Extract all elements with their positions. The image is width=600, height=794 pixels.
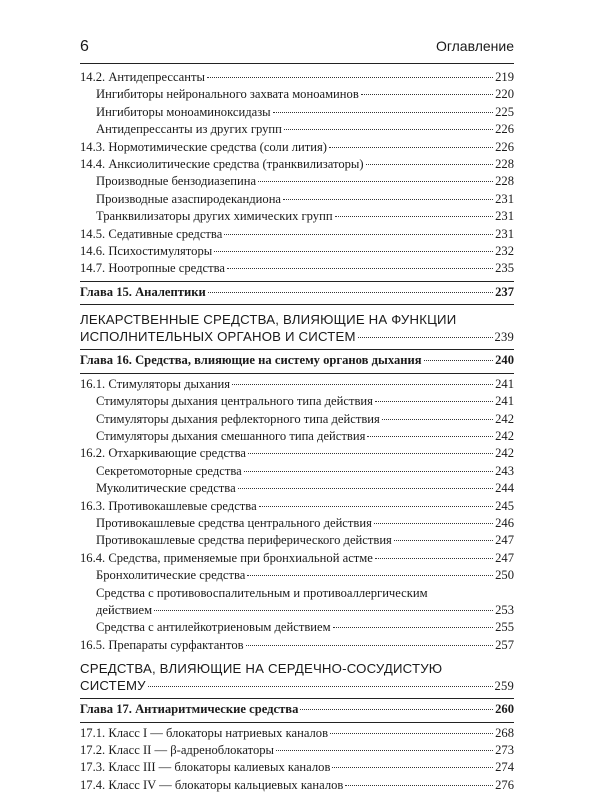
leader-dots [238,488,493,489]
toc-entry[interactable] [80,777,514,794]
toc-entry-page: 244 [495,481,514,496]
toc-entry-label: Стимуляторы дыхания рефлекторного типа действия [96,411,380,426]
toc-entry-label: 16.4. Средства, применяемые при бронхиальной астме [80,550,373,565]
toc-entry[interactable] [80,393,514,410]
toc-entry[interactable] [80,637,514,654]
toc-entry[interactable] [80,260,514,277]
toc-entry-label: Производные азаспиродекандиона [96,191,282,206]
toc-entry-page: 235 [495,261,514,276]
toc-entry-label: Ингибиторы моноаминоксидазы [96,104,271,119]
toc-entry-page: 245 [495,498,514,513]
leader-dots [284,129,493,130]
leader-dots [329,147,493,148]
toc-entry[interactable] [80,498,514,515]
toc-entry-label: 16.5. Препараты сурфактантов [80,637,244,652]
toc-entry-page: 247 [495,533,514,548]
divider [80,698,514,699]
toc-entry[interactable] [80,376,514,393]
divider [80,281,514,282]
toc-entry-page: 220 [495,87,514,102]
divider [80,304,514,305]
toc-entry-page: 241 [495,376,514,391]
running-title: Оглавление [435,38,514,54]
leader-dots [374,523,493,524]
toc-chapter-15[interactable]: Глава 15. Аналептики 237 [80,284,514,299]
divider [80,349,514,350]
toc-entry-label: Муколитические средства [96,481,236,496]
leader-dots [247,575,493,576]
leader-dots [283,199,493,200]
toc-entry-page: 242 [495,411,514,426]
toc-entry-page: 219 [495,70,514,84]
toc-entry[interactable] [80,156,514,173]
toc-entry-label: Противокашлевые средства периферического действия [96,533,392,548]
leader-dots [232,384,493,385]
divider [80,722,514,723]
toc-chapter-17[interactable]: Глава 17. Антиаритмические средства 260 [80,702,514,717]
toc-entry-page: 242 [495,446,514,461]
toc-entry[interactable] [80,480,514,497]
leader-dots [335,216,494,217]
toc-entry-label: 14.5. Седативные средства [80,226,223,241]
toc-entry-page: 257 [495,637,514,652]
toc-entry[interactable] [80,173,514,190]
leader-dots [258,181,493,182]
leader-dots [333,627,494,628]
toc-entry[interactable] [80,532,514,549]
toc-entry-page: 268 [495,725,514,740]
toc-section-16 [80,376,514,585]
page-number: 6 [80,38,89,55]
toc-part-executive-organs[interactable]: ЛЕКАРСТВЕННЫЕ СРЕДСТВА, ВЛИЯЮЩИЕ НА ФУНКЦИИ ИСПОЛНИТЕЛЬНЫХ ОРГАНОВ И СИСТЕМ 239 [80,312,514,345]
toc-entry-label: 14.6. Психостимуляторы [80,244,213,259]
toc-entry[interactable] [80,411,514,428]
toc-entry-label: 16.1. Стимуляторы дыхания [80,376,231,391]
leader-dots [276,750,493,751]
leader-dots [345,785,493,786]
toc-entry[interactable] [80,742,514,759]
leader-dots [214,251,493,252]
toc-entry-page: 273 [495,743,514,757]
toc-entry-label: 14.2. Антидепрессанты [80,70,205,84]
header-rule [80,63,514,64]
toc-entry-page: 276 [495,777,514,792]
toc-section-16-cont [80,619,514,654]
toc-entry-page: 250 [495,568,514,583]
toc-entry-label: Транквилизаторы других химических групп [96,209,333,224]
toc-entry[interactable] [80,445,514,462]
leader-dots [224,234,493,235]
leader-dots [330,733,493,734]
toc-entry[interactable] [80,243,514,260]
toc-entry-page: 228 [495,157,514,172]
toc-entry-page: 226 [495,122,514,137]
toc-entry-label: 17.2. Класс II — β-адреноблокаторы [80,743,274,757]
toc-entry[interactable] [80,69,514,86]
toc-entry[interactable] [80,463,514,480]
toc-chapter-16[interactable]: Глава 16. Средства, влияющие на систему органов дыхания 240 [80,353,514,368]
page-header [80,30,514,54]
leader-dots [273,112,493,113]
toc-entry-label: 14.7. Ноотропные средства [80,261,225,276]
toc-section-17 [80,725,514,794]
toc-entry[interactable] [80,86,514,103]
leader-dots [394,540,493,541]
toc-entry-label: Производные бензодиазепина [96,174,257,189]
toc-entry[interactable] [80,428,514,445]
toc-entry-page: 231 [495,226,514,241]
toc-entry-label: Стимуляторы дыхания смешанного типа действия [96,428,366,443]
toc-entry[interactable] [80,725,514,742]
toc-entry-page: 246 [495,515,514,530]
leader-dots [244,471,493,472]
toc-entry-label: 14.4. Анксиолитические средства (транквилизаторы) [80,157,364,172]
leader-dots [375,558,493,559]
divider [80,373,514,374]
toc-entry-label: 17.4. Класс IV — блокаторы кальциевых каналов [80,777,344,792]
toc-entry-page: 231 [495,209,514,224]
toc-entry[interactable] [80,104,514,121]
toc-entry[interactable] [80,515,514,532]
toc-entry-label: Стимуляторы дыхания центрального типа действия [96,394,373,409]
toc-entry[interactable] [80,759,514,776]
toc-entry[interactable] [80,619,514,636]
toc-entry-page: 241 [495,394,514,409]
toc-entry[interactable] [80,550,514,567]
toc-part-cardiovascular[interactable]: СРЕДСТВА, ВЛИЯЮЩИЕ НА СЕРДЕЧНО-СОСУДИСТУЮ СИСТЕМУ 259 [80,661,514,694]
toc-entry[interactable] [80,567,514,584]
toc-entry[interactable] [80,191,514,208]
leader-dots [207,77,493,78]
toc-entry-page: 228 [495,174,514,189]
leader-dots [227,268,493,269]
toc-entry-label: Антидепрессанты из других групп [96,122,282,137]
toc-entry-page: 274 [495,760,514,775]
toc-entry-page: 225 [495,104,514,119]
toc-entry-label: Противокашлевые средства центрального действия [96,515,372,530]
toc-entry-label: Бронхолитические средства [96,568,246,583]
toc-entry-label: 16.3. Противокашлевые средства [80,498,257,513]
leader-dots [361,94,493,95]
leader-dots [367,436,493,437]
toc-entry-label: Секретомоторные средства [96,463,242,478]
toc-entry-page: 247 [495,550,514,565]
leader-dots [259,506,493,507]
toc-entry-label: 17.1. Класс I — блокаторы натриевых каналов [80,725,329,740]
toc-entry-label: Средства с антилейкотриеновым действием [96,620,331,635]
leader-dots [332,767,493,768]
leader-dots [366,164,494,165]
toc-entry-label: 14.3. Нормотимические средства (соли лития) [80,139,327,154]
toc-entry-label: 16.2. Отхаркивающие средства [80,446,246,461]
leader-dots [246,645,494,646]
toc-entry[interactable] [80,121,514,138]
toc-section-14 [80,69,514,278]
toc-entry-label: 17.3. Класс III — блокаторы калиевых каналов [80,760,331,775]
leader-dots [375,401,493,402]
toc-entry[interactable] [80,139,514,156]
toc-entry-page: 232 [495,244,514,259]
toc-entry-anti-inflammatory[interactable]: Средства с противовоспалительным и противоаллергическим действием 253 [96,585,514,617]
table-of-contents [80,69,514,794]
toc-entry-page: 255 [495,620,514,635]
toc-entry[interactable] [80,208,514,225]
toc-entry-label: Ингибиторы нейронального захвата моноаминов [96,87,359,102]
toc-entry-page: 243 [495,463,514,478]
toc-entry-page: 231 [495,191,514,206]
leader-dots [248,453,493,454]
toc-entry[interactable] [80,226,514,243]
toc-entry-page: 226 [495,139,514,154]
toc-entry-page: 242 [495,428,514,443]
leader-dots [382,419,493,420]
